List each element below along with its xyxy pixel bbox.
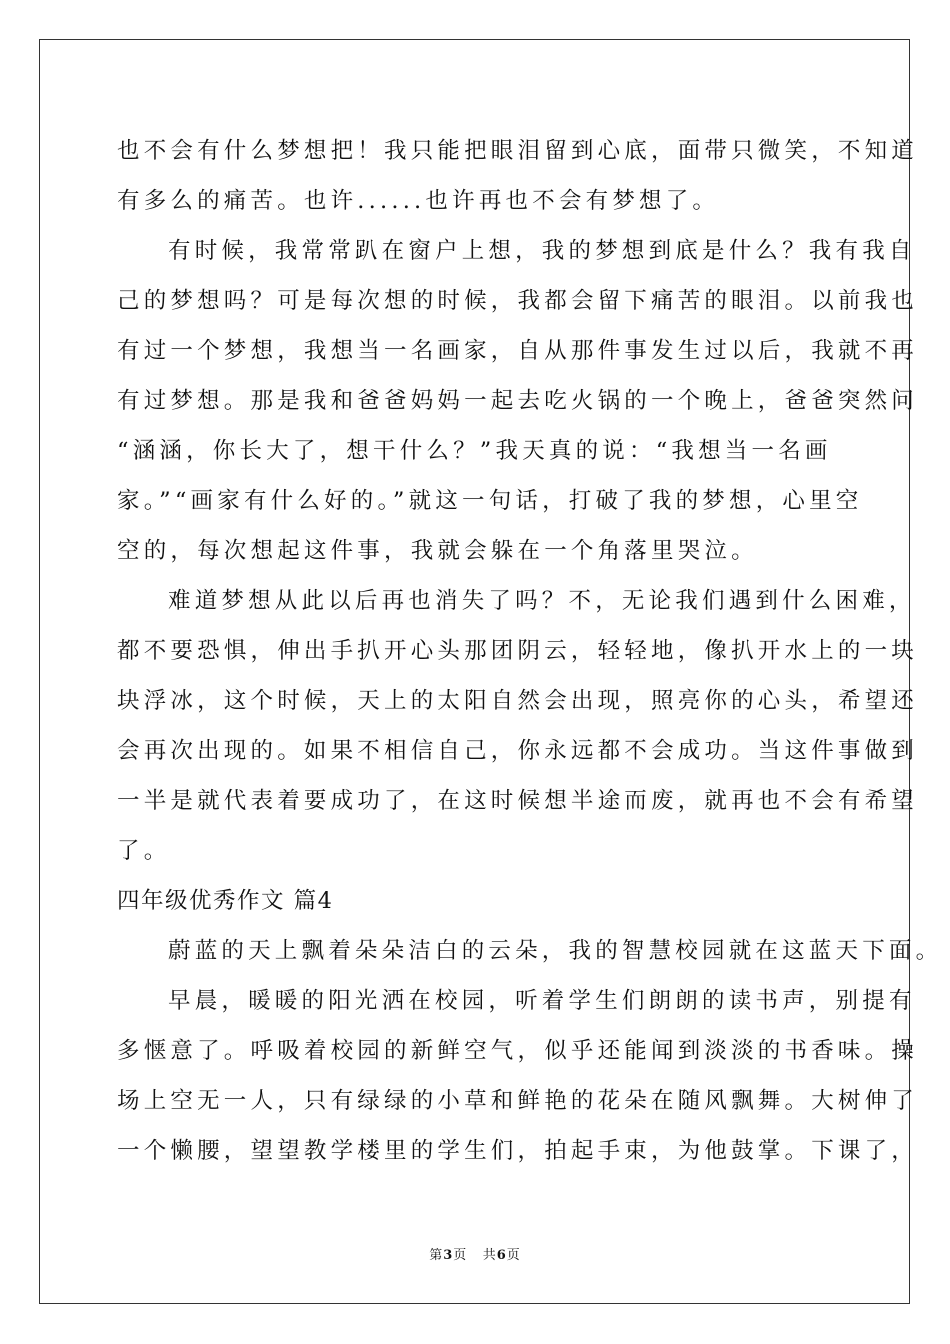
- text-line: 有过梦想。那是我和爸爸妈妈一起去吃火锅的一个晚上，爸爸突然问: [117, 388, 919, 414]
- page-current: 3: [443, 1248, 454, 1263]
- text-line: 也不会有什么梦想把！我只能把眼泪留到心底，面带只微笑，不知道: [117, 138, 919, 164]
- text-line: 家。”“画家有什么好的。”就这一句话，打破了我的梦想，心里空: [117, 488, 863, 514]
- total-suffix: 页: [506, 1248, 521, 1263]
- text-line: 场上空无一人，只有绿绿的小草和鲜艳的花朵在随风飘舞。大树伸了: [117, 1088, 919, 1114]
- text-line: 蔚蓝的天上飘着朵朵洁白的云朵，我的智慧校园就在这蓝天下面。: [168, 938, 943, 964]
- total-prefix: 共: [482, 1248, 497, 1263]
- text-line: 有多么的痛苦。也许......也许再也不会有梦想了。: [117, 188, 720, 214]
- text-line: 有过一个梦想，我想当一名画家，自从那件事发生过以后，我就不再: [117, 338, 919, 364]
- text-line: 难道梦想从此以后再也消失了吗？不，无论我们遇到什么困难，: [168, 588, 916, 614]
- document-body: [117, 126, 943, 1176]
- text-line: 块浮冰，这个时候，天上的太阳自然会出现，照亮你的心头，希望还: [117, 688, 919, 714]
- page-suffix: 页: [453, 1248, 468, 1263]
- section-heading: 四年级优秀作文 篇4: [117, 888, 334, 914]
- text-line: 多惬意了。呼吸着校园的新鲜空气，似乎还能闻到淡淡的书香味。操: [117, 1038, 919, 1064]
- text-line: 会再次出现的。如果不相信自己，你永远都不会成功。当这件事做到: [117, 738, 919, 764]
- page-prefix: 第: [429, 1248, 444, 1263]
- text-line: 己的梦想吗？可是每次想的时候，我都会留下痛苦的眼泪。以前我也: [117, 288, 919, 314]
- text-line: 一半是就代表着要成功了，在这时候想半途而废，就再也不会有希望: [117, 788, 919, 814]
- page-footer: [0, 1244, 950, 1263]
- page-total: 6: [496, 1248, 507, 1263]
- text-line: 空的，每次想起这件事，我就会躲在一个角落里哭泣。: [117, 538, 758, 564]
- text-line: 一个懒腰，望望教学楼里的学生们，拍起手束，为他鼓掌。下课了，: [117, 1138, 919, 1164]
- text-line: 都不要恐惧，伸出手扒开心头那团阴云，轻轻地，像扒开水上的一块: [117, 638, 919, 664]
- text-line: 早晨，暖暖的阳光洒在校园，听着学生们朗朗的读书声，别提有: [168, 988, 916, 1014]
- text-line: 了。: [117, 838, 171, 864]
- text-line: 有时候，我常常趴在窗户上想，我的梦想到底是什么？我有我自: [168, 238, 916, 264]
- text-line: “涵涵，你长大了，想干什么？”我天真的说：“我想当一名画: [117, 438, 832, 464]
